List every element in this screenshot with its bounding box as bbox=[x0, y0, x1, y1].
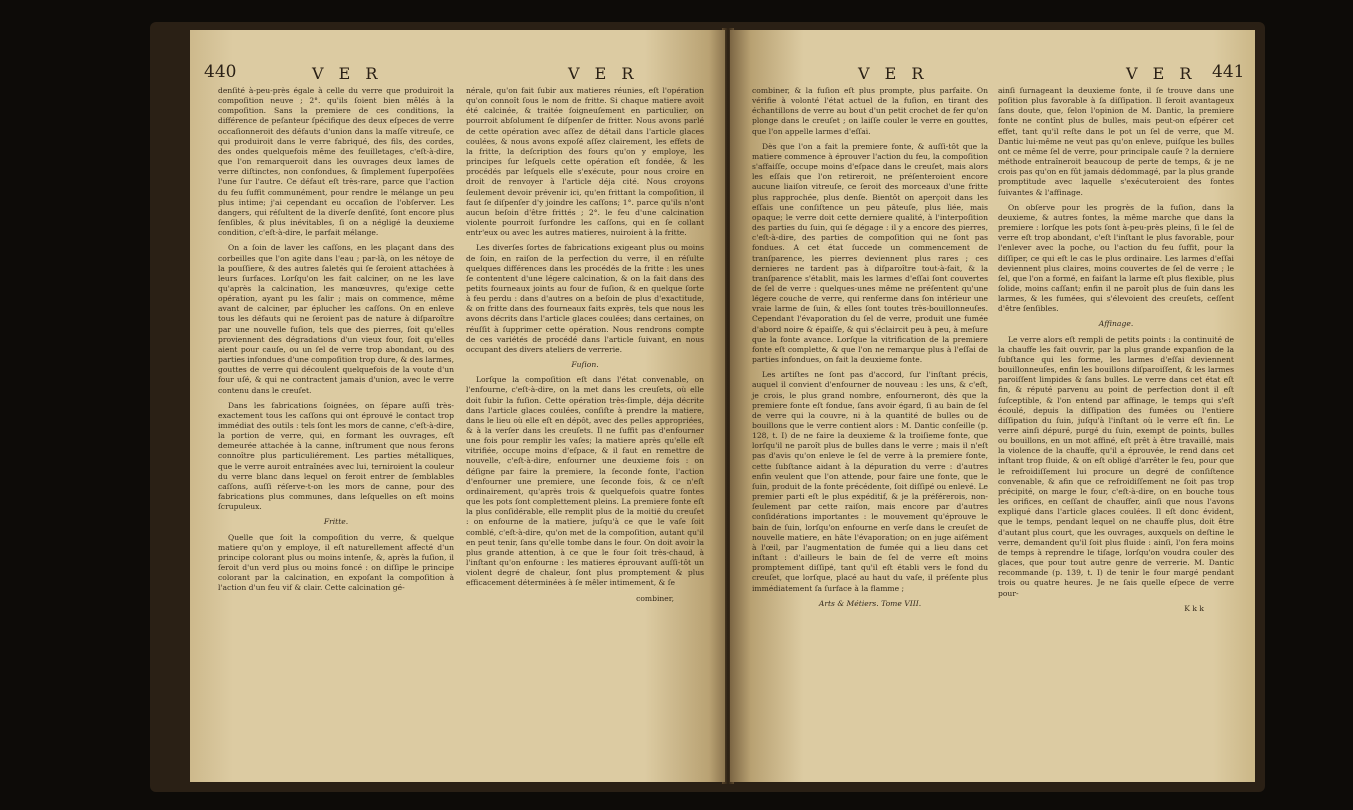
paragraph: ainſi ſurnageant la deuxieme fonte, il ſe trouve dans une poſition plus favorable à ſa diſſipation. Il ſeroit avantageux ſans doute, que, ſelon l'opinion de M. Dantic, la premiere fonte ne contînt plus de bulles, mais peut-on eſpérer cet effet, tant qu'il reſte dans le pot un ſel de verre, que M. Dantic lui-même ne veut pas qu'on enleve, puiſque les bulles ont ce même ſel de verre, pour principale cauſe ? la derniere méthode entraîneroit beaucoup de perte de temps, & je ne crois pas qu'on en fût jamais dédommagé, par la plus grande promptitude avec laquelle s'exécuteroient des fontes ſuivantes & l'affinage. bbox=[998, 86, 1234, 197]
text-column-2 bbox=[466, 86, 704, 609]
section-title: Fritte. bbox=[323, 517, 349, 527]
paragraph: Les artiſtes ne ſont pas d'accord, ſur l'inſtant précis, auquel il convient d'enfourner de nouveau : les uns, & c'eſt, je crois, le plus grand nombre, enfourneront, dès que la premiere fonte eſt fondue, ſans avoir égard, ſi au bain de ſel de verre qui la couvre, ni à la quantité de bulles ou de bouillons que le verre contient alors : M. Dantic conſeille (p. 128, t. I) de ne faire la deuxieme & la troiſieme fonte, que lorſqu'il ne paroît plus de bulles dans le verre ; mais il n'eſt pas d'avis qu'on enleve le ſel de verre à la premiere fonte, cette ſubſtance aidant à la dépuration du verre : d'autres enfin veulent que l'on attende, pour faire une fonte, que le ſuin, produit de la fonte précédente, ſoit diſſipé ou enlevé. Le premier parti eſt le plus expéditif, & je la préférerois, non-ſeulement par cette raiſon, mais encore par d'autres conſidérations importantes : le mouvement qu'éprouve le bain de ſuin, lorſqu'on enfourne en verſe dans le creuſet de nouvelle matiere, en hâte l'évaporation; on en juge aiſément à l'œil, par l'augmentation de fumée qui a lieu dans cet inſtant : d'ailleurs le bain de ſel de verre eſt moins promptement diſſipé, tant qu'il eſt établi vers le fond du creuſet, que lorſque, placé au haut du vaſe, il préſente plus immédiatement ſa ſurface à la flamme ; bbox=[752, 370, 988, 593]
left-page bbox=[190, 30, 725, 782]
paragraph: Quelle que ſoit la compoſition du verre, & quelque matiere qu'on y employe, il eſt naturellement affecté d'un principe colorant plus ou moins intenſe, &, après la fuſion, il ſeroit d'un verd plus ou moins foncé : on diſſipe le principe colorant par la calcination, en expoſant la compoſition à l'action d'un feu vif & clair. Cette calcination gé- bbox=[218, 532, 454, 593]
running-head-right: V E R bbox=[568, 64, 639, 83]
paragraph: nérale, qu'on fait ſubir aux matieres réunies, eſt l'opération qu'on connoît ſous le nom de fritte. Si chaque matiere avoit été calcinée, & traitée ſoigneuſement en particulier, on pourroit abſolument ſe diſpenſer de fritter. Nous avons parlé de cette opération avec aſſez de détail dans l'article glaces coulées, & nous avons expoſé aſſez clairement, les effets de la fritte, la deſcription des fours qu'on y employe, les principes ſur leſquels cette opération eſt fondée, & les procédés par leſquels elle s'exécute, pour nous croire en droit de renvoyer à l'article déja cité. Nous croyons ſeulement devoir prévenir ici, qu'en frittant la compoſition, il faut ſe diſpenſer d'y joindre les caſſons; 1°. parce qu'ils n'ont aucun beſoin d'être frittés ; 2°. le feu d'une calcination violente pourroit ſurfondre les caſſons, qui en ſe collant entr'eux ou avec les autres matieres, nuiroient à la fritte. bbox=[466, 86, 704, 238]
catchword: combiner, bbox=[636, 593, 674, 603]
paragraph: Dans les fabrications ſoignées, on ſépare auſſi très-exactement tous les caſſons qui ont éprouvé le contact trop immédiat des outils : tels ſont les mors de canne, c'eſt-à-dire, la portion de verre, qui, en formant les ouvrages, eſt demeurée attachée à la canne, inſtrument que nous ferons connoître plus particuliérement. Les parties métalliques, que le verre auroit entraînées avec lui, terniroient la couleur du verre blanc dans lequel on feroit entrer de ſemblables caſſons, auſſi réſerve-t-on les mors de canne, pour des fabrications plus communes, dans leſquelles on eſt moins ſcrupuleux. bbox=[218, 400, 454, 512]
text-column-4 bbox=[998, 86, 1234, 619]
paragraph: Lorſque la compoſition eſt dans l'état convenable, on l'enfourne, c'eſt-à-dire, on la met dans les creuſets, où elle doit ſubir la fuſion. Cette opération très-ſimple, déja décrite dans l'article glaces coulées, conſiſte à prendre la matiere, dans le lieu où elle eſt en dépôt, avec des pelles appropriées, & à la verſer dans les creuſets. Il ne ſuffit pas d'enfourner une fois pour remplir les vaſes; la matiere après qu'elle eſt vitrifiée, occupe moins d'eſpace, & il faut en remettre de nouvelle, c'eſt-à-dire, enfourner une deuxieme fois : on déſigne par faire la premiere, la ſeconde fonte, l'action d'enfourner une premiere, une ſeconde fois, & ce n'eſt ordinairement, qu'après trois & quelquefois quatre fontes que les pots ſont complettement pleins. La premiere fonte eſt la plus conſidérable, elle remplit plus de la moitié du creuſet : on enfourne de la matiere, juſqu'à ce que le vaſe ſoit comblé, c'eſt-à-dire, qu'on met de la compoſition, autant qu'il en peut tenir, ſans qu'elle tombe dans le four. On doit avoir la plus grande attention, à ce que le four ſoit très-chaud, à l'inſtant qu'on enfourne : les matieres éprouvant auſſi-tôt un violent degré de chaleur, ſont plus promptement & plus efficacement déterminées à ſe mêler intimement, & ſe bbox=[466, 375, 704, 588]
footer-volume: Arts & Métiers. Tome VIII. bbox=[818, 598, 922, 608]
paragraph: On a ſoin de laver les caſſons, en les plaçant dans des corbeilles que l'on agite dans l'eau ; par-là, on les nétoye de la pouſſiere, & des autres ſaletés qui ſe ſeroient attachées à leurs ſurfaces. Lorſqu'on les fait calciner, on ne les lave qu'après la calcination, les manœuvres, qu'exige cette opération, ayant pu les ſalir ; mais on commence, même avant de calciner, par éplucher les caſſons. On en enleve tous les défauts qui ne ſeroient pas de nature à diſparoître par une nouvelle fuſion, tels que des pierres, ſoit qu'elles proviennent des dégradations d'un vieux four, ſoit qu'elles aient pour cauſe, ou un ſel de verre trop abondant, ou des parties infondues d'une compoſition trop dure, & des larmes, gouttes de verre qui découlent quelquefois de la voute d'un four uſé, & qui ne contractent jamais d'union, avec le verre contenu dans le creuſet. bbox=[218, 243, 454, 395]
paragraph: combiner, & la fuſion eſt plus prompte, plus parfaite. On vérifie à volonté l'état actuel de la fuſion, en tirant des échantillons de verre au bout d'un petit crochet de fer qu'on plonge dans le creuſet ; on laiſſe couler le verre en gouttes, que l'on appelle larmes d'eſſai. bbox=[752, 86, 988, 136]
running-head-left: V E R bbox=[858, 64, 929, 83]
running-head-right: V E R bbox=[1126, 64, 1197, 83]
open-book bbox=[150, 22, 1265, 792]
paragraph: Le verre alors eſt rempli de petits points : la continuité de la chauffe les fait ouvrir, par la plus grande expanſion de la ſubſtance qui les forme, les larmes d'eſſai deviennent bouillonneuſes, enfin les bouillons diſparoiſſent, & les larmes paroiſſent limpides & ſans bulles. Le verre dans cet état eſt fin, & réputé parvenu au point de perfection dont il eſt ſuſceptible, & l'on entend par affinage, le temps qui s'eſt écoulé, depuis la diſſipation des fumées ou l'entiere diſſipation du ſuin, juſqu'à l'inſtant où le verre eſt fin. Le verre ainſi dépuré, purgé du ſuin, exempt de points, bulles ou bouillons, en un mot affiné, eſt prêt à être travaillé, mais la violence de la chauffe, qu'il a éprouvée, le rend dans cet inſtant trop fluide, & on eſt obligé d'arrêter le feu, pour que le refroidiſſement lui procure un degré de conſiſtence convenable, & afin que ce refroidiſſement ne ſoit pas trop précipité, on marge le four, c'eſt-à-dire, on en bouche tous les orifices, en ceſſant de chauffer, ainſi que nous l'avons expliqué dans l'article glaces coulées. Il eſt donc évident, que le temps, pendant lequel on ne chauffe plus, doit être d'autant plus court, que les ouvrages, auxquels on deſtine le verre, demandent qu'il ſoit plus fluide : ainſi, l'on fera moins de temps à reprendre le tiſage, lorſqu'on voudra couler des glaces, que pour tout autre genre de verrerie. M. Dantic recommande (p. 139, t. I) de tenir le four margé pendant trois ou quatre heures. Je ne ſais quelle eſpece de verre pour- bbox=[998, 334, 1234, 598]
page-number: 441 bbox=[1212, 62, 1245, 82]
paragraph: denſité à-peu-près égale à celle du verre que produiroit la compoſition neuve ; 2°. qu'ils ſoient bien mêlés à la compoſition. Sans la premiere de ces conditions, la différence de peſanteur ſpécifique des deux eſpeces de verre occaſionneroit des défauts d'union dans la maſſe vitreuſe, ce qui produiroit dans le verre fabriqué, des fils, des cordes, des ondes quelquefois même des feuilletages, c'eſt-à-dire, que l'on remarqueroit dans les ouvrages deux lames de verre diſtinctes, non confondues, & ſimplement ſuperpoſées l'une ſur l'autre. Ce défaut eſt très-rare, parce que l'action du feu ſuffit communément, pour rendre le mélange un peu plus intime; j'ai cependant eu occaſion de l'obſerver. Les dangers, qui réſultent de la diverſe denſité, ſont encore plus ſenſibles, & plus inévitables, ſi on a négligé la deuxieme condition, c'eſt-à-dire, le parfait mélange. bbox=[218, 86, 454, 238]
right-page bbox=[730, 30, 1255, 782]
paragraph: Les diverſes ſortes de fabrications exigeant plus ou moins de ſoin, en raiſon de la perfection du verre, il en réſulte quelques différences dans les procédés de la fritte : les unes ſe contentent d'une légere calcination, & on la fait dans des petits fourneaux joints au four de fuſion, & en quelque ſorte à feu perdu : dans d'autres on a beſoin de plus d'exactitude, & on fritte dans des fourneaux faits exprès, tels que nous les avons décrits dans l'article glaces coulées; dans certaines, on réuſſit à ſupprimer cette opération. Nous rendrons compte de ces variétés de procédé dans l'article ſuivant, en nous occupant des divers ateliers de verrerie. bbox=[466, 243, 704, 354]
signature-mark: K k k bbox=[1184, 603, 1204, 613]
running-head-left: V E R bbox=[312, 64, 383, 83]
page-number: 440 bbox=[204, 62, 237, 82]
section-title: Affinage. bbox=[1098, 319, 1134, 329]
text-column-1 bbox=[218, 86, 454, 599]
paragraph: Dès que l'on a fait la premiere fonte, & auſſi-tôt que la matiere commence à éprouver l'action du feu, la compoſition s'affaiſſe, occupe moins d'eſpace dans le creuſet, mais alors les eſſais que l'on retireroit, ne préſenteroient encore aucune liaiſon vitreuſe, ce ſeroit des morceaux d'une fritte plus rapprochée, plus denſe. Bientôt on aperçoit dans les eſſais une conſiſtence un peu pâteuſe, plus liée, mais opaque; le verre doit cette derniere qualité, à l'interpoſition des parties du ſuin, qui ſe dégage : il y a encore des pierres, c'eſt-à-dire, des parties de compoſition qui ne ſont pas fondues. A cet état ſuccede un commencement de tranſparence, les pierres deviennent plus rares ; ces dernieres ne tardent pas à diſparoître tout-à-fait, & la tranſparence s'établit, mais les larmes d'eſſai ſont couvertes de ſel de verre : quelques-unes même ne préſentent qu'une légere couche de verre, qui renferme dans ſon intérieur une vraie larme de ſuin, & elles ſont toutes très-bouillonneuſes. Cependant l'évaporation du ſel de verre, produit une fumée d'abord noire & épaiſſe, & qui s'éclaircit peu à peu, à meſure que la fonte avance. Lorſque la vitrification de la premiere fonte eſt complette, & que l'on ne remarque plus à l'eſſai de parties infondues, on fait la deuxieme fonte. bbox=[752, 141, 988, 365]
paragraph: On obſerve pour les progrès de la fuſion, dans la deuxieme, & autres fontes, la même marche que dans la premiere : lorſque les pots ſont à-peu-près pleins, ſi le ſel de verre eſt trop abondant, c'eſt l'inſtant le plus favorable, pour l'enlever avec la poche, ou l'action du feu ſuffit, pour la diſſiper, ce qui eſt le cas le plus ordinaire. Les larmes d'eſſai deviennent plus claires, moins couvertes de ſel de verre ; le ſel, que l'on a formé, en faiſant la larme eſt plus flexible, plus ſolide, moins caſſant; enfin il ne paroît plus de ſuin dans les larmes, & les fumées, qui s'élevoient des creuſets, ceſſent d'être ſenſibles. bbox=[998, 202, 1234, 314]
section-title: Fuſion. bbox=[571, 360, 599, 370]
text-column-3 bbox=[752, 86, 988, 614]
